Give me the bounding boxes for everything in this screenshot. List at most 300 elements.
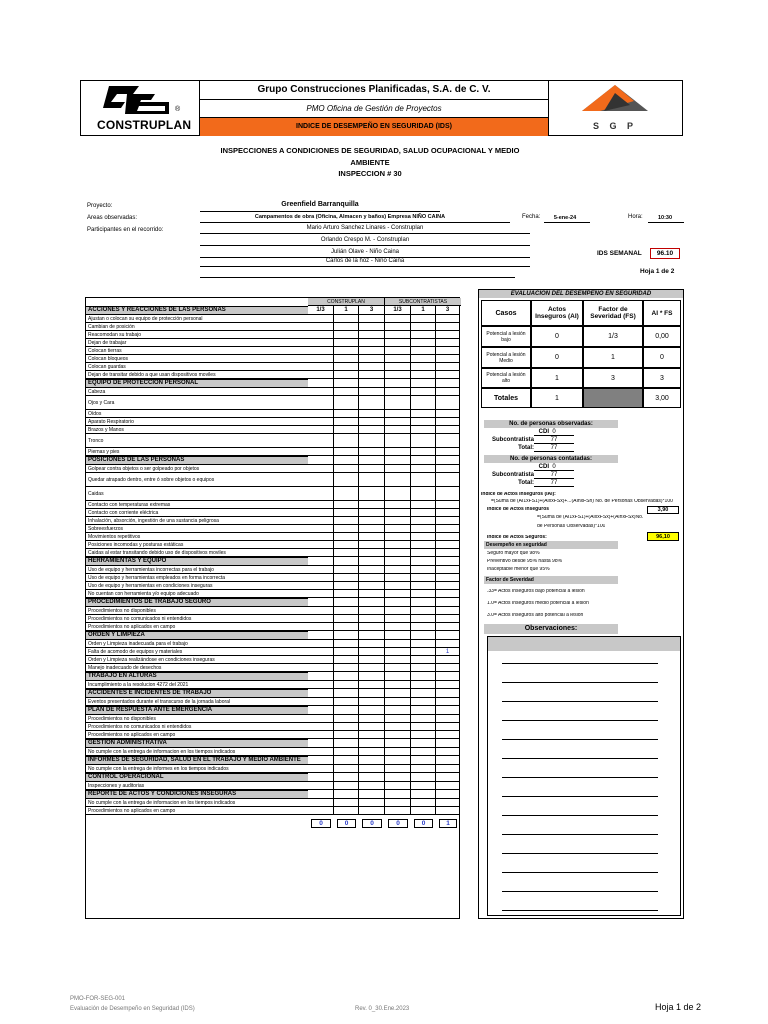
table-cell[interactable] bbox=[308, 517, 334, 525]
table-cell[interactable] bbox=[411, 656, 436, 664]
table-cell[interactable] bbox=[308, 723, 334, 731]
table-cell[interactable] bbox=[308, 525, 334, 533]
table-cell[interactable] bbox=[385, 434, 411, 448]
table-cell[interactable] bbox=[411, 640, 436, 648]
table-cell[interactable] bbox=[359, 807, 385, 815]
table-cell[interactable] bbox=[334, 648, 359, 656]
table-cell[interactable] bbox=[411, 715, 436, 723]
table-cell[interactable] bbox=[334, 388, 359, 396]
table-cell[interactable] bbox=[334, 799, 359, 807]
table-cell[interactable] bbox=[308, 566, 334, 574]
table-cell[interactable] bbox=[436, 590, 460, 598]
observaciones-box[interactable] bbox=[487, 636, 681, 916]
table-cell[interactable] bbox=[308, 799, 334, 807]
table-cell[interactable] bbox=[308, 607, 334, 615]
table-cell[interactable] bbox=[436, 723, 460, 731]
table-cell[interactable] bbox=[308, 689, 334, 698]
table-cell[interactable] bbox=[308, 363, 334, 371]
table-cell[interactable] bbox=[411, 371, 436, 379]
table-cell[interactable] bbox=[334, 434, 359, 448]
table-cell[interactable] bbox=[308, 347, 334, 355]
table-cell[interactable] bbox=[385, 782, 411, 790]
table-cell[interactable] bbox=[359, 371, 385, 379]
table-cell[interactable] bbox=[334, 448, 359, 456]
table-cell[interactable] bbox=[385, 501, 411, 509]
table-cell[interactable] bbox=[385, 315, 411, 323]
table-cell[interactable] bbox=[334, 731, 359, 739]
table-cell[interactable] bbox=[334, 509, 359, 517]
table-cell[interactable] bbox=[334, 396, 359, 410]
table-cell[interactable] bbox=[308, 782, 334, 790]
table-cell[interactable] bbox=[308, 756, 334, 765]
table-cell[interactable] bbox=[385, 509, 411, 517]
table-cell[interactable] bbox=[334, 501, 359, 509]
table-cell[interactable] bbox=[359, 426, 385, 434]
table-cell[interactable] bbox=[359, 388, 385, 396]
table-cell[interactable] bbox=[359, 715, 385, 723]
table-cell[interactable] bbox=[359, 672, 385, 681]
table-cell[interactable] bbox=[436, 371, 460, 379]
table-cell[interactable] bbox=[436, 706, 460, 715]
table-cell[interactable] bbox=[411, 582, 436, 590]
table-cell[interactable] bbox=[411, 347, 436, 355]
table-cell[interactable] bbox=[308, 664, 334, 672]
table-cell[interactable] bbox=[385, 371, 411, 379]
table-cell[interactable] bbox=[308, 623, 334, 631]
table-cell[interactable] bbox=[436, 323, 460, 331]
table-cell[interactable] bbox=[436, 426, 460, 434]
table-cell[interactable] bbox=[411, 765, 436, 773]
table-cell[interactable] bbox=[436, 541, 460, 549]
table-cell[interactable] bbox=[436, 765, 460, 773]
table-cell[interactable] bbox=[359, 681, 385, 689]
table-cell[interactable] bbox=[334, 355, 359, 363]
table-cell[interactable] bbox=[436, 549, 460, 557]
table-cell[interactable] bbox=[411, 723, 436, 731]
table-cell[interactable] bbox=[436, 410, 460, 418]
table-cell[interactable] bbox=[334, 765, 359, 773]
table-cell[interactable] bbox=[385, 525, 411, 533]
table-cell[interactable] bbox=[411, 615, 436, 623]
table-cell[interactable] bbox=[411, 698, 436, 706]
table-cell[interactable] bbox=[411, 465, 436, 473]
table-cell[interactable] bbox=[436, 807, 460, 815]
table-cell[interactable] bbox=[334, 487, 359, 501]
table-cell[interactable] bbox=[385, 739, 411, 748]
table-cell[interactable] bbox=[385, 598, 411, 607]
table-cell[interactable] bbox=[411, 501, 436, 509]
table-cell[interactable] bbox=[385, 426, 411, 434]
table-cell[interactable] bbox=[411, 648, 436, 656]
table-cell[interactable] bbox=[385, 331, 411, 339]
table-cell[interactable] bbox=[436, 525, 460, 533]
table-cell[interactable] bbox=[334, 410, 359, 418]
table-cell[interactable] bbox=[308, 456, 334, 465]
table-cell[interactable] bbox=[385, 790, 411, 799]
table-cell[interactable] bbox=[334, 456, 359, 465]
table-cell[interactable] bbox=[359, 473, 385, 487]
table-cell[interactable] bbox=[411, 541, 436, 549]
table-cell[interactable] bbox=[334, 323, 359, 331]
table-cell[interactable] bbox=[359, 331, 385, 339]
table-cell[interactable] bbox=[411, 672, 436, 681]
table-cell[interactable] bbox=[334, 557, 359, 566]
table-cell[interactable] bbox=[385, 615, 411, 623]
table-cell[interactable] bbox=[334, 525, 359, 533]
table-cell[interactable] bbox=[436, 790, 460, 799]
table-cell[interactable] bbox=[385, 418, 411, 426]
table-cell[interactable] bbox=[411, 517, 436, 525]
table-cell[interactable] bbox=[308, 501, 334, 509]
table-cell[interactable] bbox=[436, 672, 460, 681]
table-cell[interactable] bbox=[436, 557, 460, 566]
table-cell[interactable] bbox=[359, 615, 385, 623]
table-cell[interactable] bbox=[334, 315, 359, 323]
table-cell[interactable] bbox=[436, 615, 460, 623]
table-cell[interactable] bbox=[411, 748, 436, 756]
table-cell[interactable] bbox=[334, 533, 359, 541]
table-cell[interactable] bbox=[359, 582, 385, 590]
table-cell[interactable] bbox=[359, 456, 385, 465]
table-cell[interactable] bbox=[308, 681, 334, 689]
table-cell[interactable] bbox=[385, 574, 411, 582]
table-cell[interactable] bbox=[385, 640, 411, 648]
table-cell[interactable] bbox=[411, 557, 436, 566]
table-cell[interactable] bbox=[359, 607, 385, 615]
table-cell[interactable] bbox=[334, 598, 359, 607]
table-cell[interactable] bbox=[308, 473, 334, 487]
table-cell[interactable] bbox=[359, 487, 385, 501]
table-cell[interactable] bbox=[359, 410, 385, 418]
table-cell[interactable] bbox=[436, 689, 460, 698]
table-cell[interactable] bbox=[385, 323, 411, 331]
table-cell[interactable] bbox=[359, 517, 385, 525]
table-cell[interactable] bbox=[334, 541, 359, 549]
table-cell[interactable] bbox=[411, 566, 436, 574]
table-cell[interactable] bbox=[411, 681, 436, 689]
table-cell[interactable] bbox=[411, 574, 436, 582]
table-cell[interactable] bbox=[359, 465, 385, 473]
table-cell[interactable] bbox=[411, 363, 436, 371]
table-cell[interactable] bbox=[334, 706, 359, 715]
table-cell[interactable] bbox=[411, 388, 436, 396]
table-cell[interactable] bbox=[411, 379, 436, 388]
table-cell[interactable] bbox=[411, 739, 436, 748]
table-cell[interactable] bbox=[385, 689, 411, 698]
table-cell[interactable] bbox=[385, 388, 411, 396]
table-cell[interactable] bbox=[385, 557, 411, 566]
table-cell[interactable] bbox=[308, 731, 334, 739]
table-cell[interactable] bbox=[308, 448, 334, 456]
table-cell[interactable] bbox=[334, 426, 359, 434]
table-cell[interactable] bbox=[308, 396, 334, 410]
table-cell[interactable] bbox=[359, 773, 385, 782]
table-cell[interactable] bbox=[308, 656, 334, 664]
table-cell[interactable] bbox=[436, 598, 460, 607]
table-cell[interactable] bbox=[334, 640, 359, 648]
table-cell[interactable] bbox=[436, 782, 460, 790]
table-cell[interactable] bbox=[359, 557, 385, 566]
table-cell[interactable] bbox=[411, 790, 436, 799]
table-cell[interactable] bbox=[436, 623, 460, 631]
table-cell[interactable] bbox=[385, 756, 411, 765]
table-cell[interactable] bbox=[436, 487, 460, 501]
table-cell[interactable] bbox=[308, 748, 334, 756]
table-cell[interactable] bbox=[436, 731, 460, 739]
table-cell[interactable] bbox=[359, 574, 385, 582]
table-cell[interactable] bbox=[385, 465, 411, 473]
table-cell[interactable] bbox=[385, 748, 411, 756]
table-cell[interactable] bbox=[308, 739, 334, 748]
table-cell[interactable] bbox=[411, 339, 436, 347]
table-cell[interactable] bbox=[308, 615, 334, 623]
table-cell[interactable] bbox=[359, 648, 385, 656]
table-cell[interactable] bbox=[385, 648, 411, 656]
table-cell[interactable] bbox=[334, 748, 359, 756]
table-cell[interactable] bbox=[385, 410, 411, 418]
table-cell[interactable] bbox=[359, 731, 385, 739]
table-cell[interactable] bbox=[385, 807, 411, 815]
table-cell[interactable] bbox=[308, 388, 334, 396]
table-cell[interactable] bbox=[334, 698, 359, 706]
table-cell[interactable] bbox=[308, 672, 334, 681]
table-cell[interactable] bbox=[436, 418, 460, 426]
table-cell[interactable] bbox=[334, 739, 359, 748]
table-cell[interactable] bbox=[385, 715, 411, 723]
table-cell[interactable] bbox=[385, 731, 411, 739]
table-cell[interactable] bbox=[411, 689, 436, 698]
table-cell[interactable] bbox=[359, 533, 385, 541]
table-cell[interactable] bbox=[359, 501, 385, 509]
table-cell[interactable] bbox=[385, 773, 411, 782]
table-cell[interactable] bbox=[411, 448, 436, 456]
table-cell[interactable] bbox=[308, 371, 334, 379]
table-cell[interactable] bbox=[411, 782, 436, 790]
table-cell[interactable] bbox=[334, 689, 359, 698]
table-cell[interactable] bbox=[359, 509, 385, 517]
table-cell[interactable] bbox=[334, 582, 359, 590]
table-cell[interactable] bbox=[334, 418, 359, 426]
table-cell[interactable] bbox=[334, 615, 359, 623]
table-cell[interactable] bbox=[436, 748, 460, 756]
table-cell[interactable] bbox=[436, 631, 460, 640]
table-cell[interactable] bbox=[308, 487, 334, 501]
table-cell[interactable] bbox=[385, 347, 411, 355]
table-cell[interactable] bbox=[385, 456, 411, 465]
table-cell[interactable] bbox=[308, 807, 334, 815]
table-cell[interactable] bbox=[411, 773, 436, 782]
table-cell[interactable] bbox=[411, 731, 436, 739]
table-cell[interactable] bbox=[308, 582, 334, 590]
table-cell[interactable] bbox=[411, 418, 436, 426]
table-cell[interactable] bbox=[436, 681, 460, 689]
table-cell[interactable] bbox=[359, 347, 385, 355]
table-cell[interactable] bbox=[385, 582, 411, 590]
table-cell[interactable] bbox=[411, 549, 436, 557]
table-cell[interactable] bbox=[308, 331, 334, 339]
table-cell[interactable] bbox=[334, 664, 359, 672]
table-cell[interactable] bbox=[385, 487, 411, 501]
table-cell[interactable] bbox=[411, 525, 436, 533]
table-cell[interactable] bbox=[436, 331, 460, 339]
table-cell[interactable] bbox=[308, 698, 334, 706]
table-cell[interactable] bbox=[385, 379, 411, 388]
table-cell[interactable] bbox=[436, 517, 460, 525]
table-cell[interactable] bbox=[411, 590, 436, 598]
table-cell[interactable] bbox=[334, 681, 359, 689]
table-cell[interactable] bbox=[436, 456, 460, 465]
table-cell[interactable] bbox=[385, 396, 411, 410]
table-cell[interactable] bbox=[436, 739, 460, 748]
table-cell[interactable] bbox=[436, 648, 460, 656]
table-cell[interactable] bbox=[436, 509, 460, 517]
table-cell[interactable] bbox=[359, 640, 385, 648]
table-cell[interactable] bbox=[359, 623, 385, 631]
table-cell[interactable] bbox=[334, 590, 359, 598]
table-cell[interactable] bbox=[411, 807, 436, 815]
table-cell[interactable] bbox=[308, 631, 334, 640]
table-cell[interactable] bbox=[385, 448, 411, 456]
table-cell[interactable] bbox=[359, 355, 385, 363]
table-cell[interactable] bbox=[359, 590, 385, 598]
table-cell[interactable] bbox=[411, 533, 436, 541]
table-cell[interactable] bbox=[436, 533, 460, 541]
table-cell[interactable] bbox=[385, 541, 411, 549]
table-cell[interactable] bbox=[308, 549, 334, 557]
table-cell[interactable] bbox=[334, 756, 359, 765]
table-cell[interactable] bbox=[334, 339, 359, 347]
table-cell[interactable] bbox=[334, 549, 359, 557]
table-cell[interactable] bbox=[436, 396, 460, 410]
table-cell[interactable] bbox=[436, 715, 460, 723]
table-cell[interactable] bbox=[385, 672, 411, 681]
table-cell[interactable] bbox=[385, 664, 411, 672]
table-cell[interactable] bbox=[359, 723, 385, 731]
table-cell[interactable] bbox=[385, 706, 411, 715]
table-cell[interactable] bbox=[359, 549, 385, 557]
table-cell[interactable] bbox=[385, 473, 411, 487]
table-cell[interactable] bbox=[411, 631, 436, 640]
table-cell[interactable] bbox=[436, 473, 460, 487]
table-cell[interactable] bbox=[436, 582, 460, 590]
table-cell[interactable] bbox=[385, 698, 411, 706]
table-cell[interactable] bbox=[359, 434, 385, 448]
table-cell[interactable] bbox=[385, 799, 411, 807]
table-cell[interactable] bbox=[359, 765, 385, 773]
table-cell[interactable] bbox=[436, 607, 460, 615]
table-cell[interactable] bbox=[334, 371, 359, 379]
table-cell[interactable] bbox=[436, 640, 460, 648]
table-cell[interactable] bbox=[359, 418, 385, 426]
table-cell[interactable] bbox=[308, 379, 334, 388]
table-cell[interactable] bbox=[334, 574, 359, 582]
table-cell[interactable] bbox=[359, 698, 385, 706]
table-cell[interactable] bbox=[411, 664, 436, 672]
table-cell[interactable] bbox=[308, 410, 334, 418]
table-cell[interactable] bbox=[334, 517, 359, 525]
table-cell[interactable] bbox=[308, 590, 334, 598]
table-cell[interactable] bbox=[436, 379, 460, 388]
table-cell[interactable] bbox=[308, 640, 334, 648]
table-cell[interactable] bbox=[411, 799, 436, 807]
table-cell[interactable] bbox=[359, 598, 385, 607]
table-cell[interactable] bbox=[411, 607, 436, 615]
table-cell[interactable] bbox=[334, 715, 359, 723]
table-cell[interactable] bbox=[359, 782, 385, 790]
table-cell[interactable] bbox=[359, 790, 385, 799]
table-cell[interactable] bbox=[334, 782, 359, 790]
table-cell[interactable] bbox=[308, 355, 334, 363]
table-cell[interactable] bbox=[359, 566, 385, 574]
table-cell[interactable] bbox=[359, 339, 385, 347]
table-cell[interactable] bbox=[436, 388, 460, 396]
table-cell[interactable] bbox=[411, 706, 436, 715]
table-cell[interactable] bbox=[385, 631, 411, 640]
table-cell[interactable] bbox=[308, 790, 334, 799]
table-cell[interactable] bbox=[411, 315, 436, 323]
table-cell[interactable] bbox=[436, 799, 460, 807]
table-cell[interactable] bbox=[359, 396, 385, 410]
table-cell[interactable] bbox=[308, 765, 334, 773]
table-cell[interactable] bbox=[359, 748, 385, 756]
table-cell[interactable] bbox=[385, 566, 411, 574]
table-cell[interactable] bbox=[436, 698, 460, 706]
table-cell[interactable] bbox=[436, 773, 460, 782]
table-cell[interactable] bbox=[359, 631, 385, 640]
table-cell[interactable] bbox=[334, 566, 359, 574]
table-cell[interactable] bbox=[308, 773, 334, 782]
table-cell[interactable] bbox=[411, 331, 436, 339]
table-cell[interactable] bbox=[334, 363, 359, 371]
table-cell[interactable] bbox=[308, 598, 334, 607]
table-cell[interactable] bbox=[334, 773, 359, 782]
table-cell[interactable] bbox=[436, 339, 460, 347]
table-cell[interactable] bbox=[308, 574, 334, 582]
table-cell[interactable] bbox=[411, 323, 436, 331]
table-cell[interactable] bbox=[334, 347, 359, 355]
table-cell[interactable] bbox=[411, 355, 436, 363]
table-cell[interactable] bbox=[436, 315, 460, 323]
table-cell[interactable] bbox=[436, 434, 460, 448]
table-cell[interactable] bbox=[411, 473, 436, 487]
table-cell[interactable] bbox=[436, 566, 460, 574]
table-cell[interactable] bbox=[308, 426, 334, 434]
table-cell[interactable] bbox=[385, 765, 411, 773]
table-cell[interactable] bbox=[385, 517, 411, 525]
table-cell[interactable] bbox=[411, 410, 436, 418]
table-cell[interactable] bbox=[359, 363, 385, 371]
table-cell[interactable] bbox=[411, 434, 436, 448]
table-cell[interactable] bbox=[308, 509, 334, 517]
table-cell[interactable] bbox=[385, 339, 411, 347]
table-cell[interactable] bbox=[385, 363, 411, 371]
table-cell[interactable] bbox=[359, 541, 385, 549]
table-cell[interactable] bbox=[308, 706, 334, 715]
table-cell[interactable] bbox=[334, 656, 359, 664]
table-cell[interactable] bbox=[411, 623, 436, 631]
table-cell[interactable] bbox=[436, 465, 460, 473]
table-cell[interactable] bbox=[359, 689, 385, 698]
table-cell[interactable] bbox=[334, 623, 359, 631]
table-cell[interactable] bbox=[385, 549, 411, 557]
table-cell[interactable] bbox=[436, 656, 460, 664]
table-cell[interactable] bbox=[359, 756, 385, 765]
table-cell[interactable] bbox=[308, 557, 334, 566]
table-cell[interactable] bbox=[359, 739, 385, 748]
table-cell[interactable] bbox=[334, 379, 359, 388]
table-cell[interactable] bbox=[308, 715, 334, 723]
table-cell[interactable] bbox=[411, 426, 436, 434]
